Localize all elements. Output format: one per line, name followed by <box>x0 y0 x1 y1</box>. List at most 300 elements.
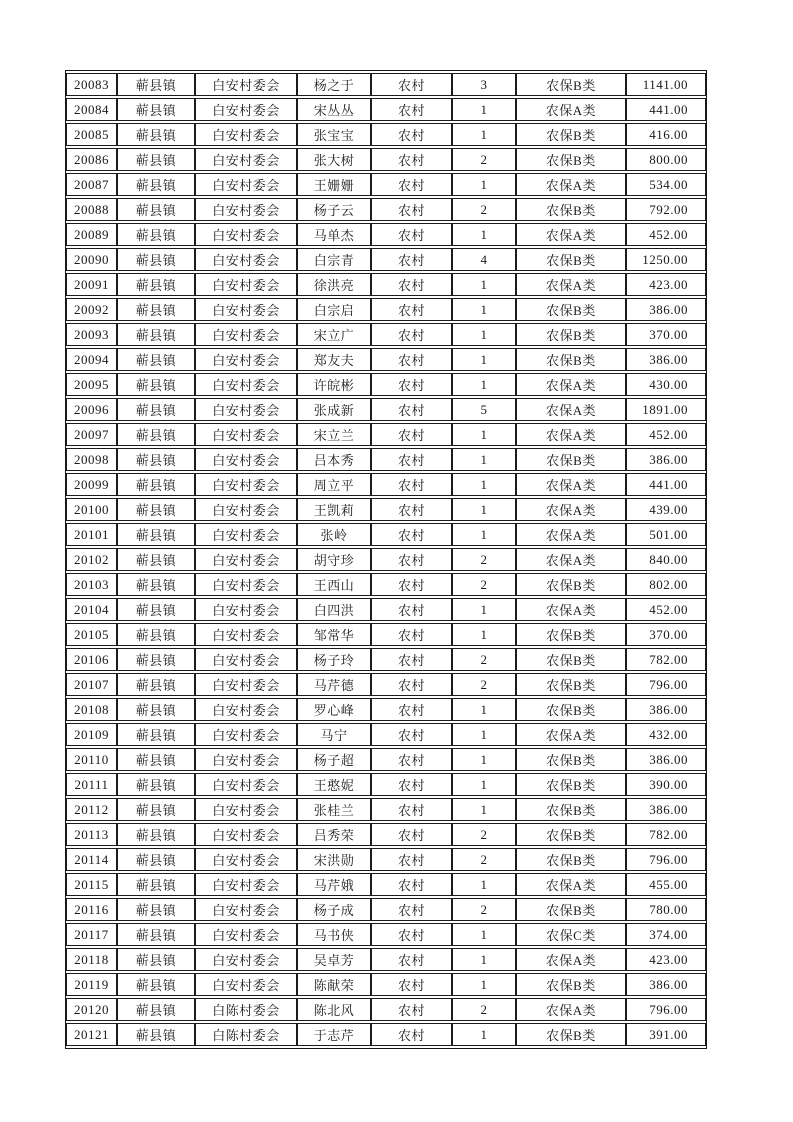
member-count-cell: 1 <box>452 873 516 896</box>
person-name-cell: 宋立兰 <box>297 423 371 446</box>
town-cell: 蕲县镇 <box>117 723 195 746</box>
record-no-cell: 20087 <box>66 173 117 196</box>
table-row <box>66 348 706 371</box>
household-type-cell: 农村 <box>371 573 452 596</box>
village-committee-cell: 白安村委会 <box>195 398 297 421</box>
village-committee-cell: 白安村委会 <box>195 173 297 196</box>
person-name-cell: 王凯莉 <box>297 498 371 521</box>
insurance-category-cell: 农保A类 <box>516 523 626 546</box>
household-type-cell: 农村 <box>371 998 452 1021</box>
town-cell: 蕲县镇 <box>117 448 195 471</box>
insurance-category-cell: 农保A类 <box>516 498 626 521</box>
record-no-cell: 20088 <box>66 198 117 221</box>
village-committee-cell: 白安村委会 <box>195 323 297 346</box>
amount-cell: 1891.00 <box>626 398 706 421</box>
record-no-cell: 20115 <box>66 873 117 896</box>
person-name-cell: 马芹德 <box>297 673 371 696</box>
amount-cell: 796.00 <box>626 673 706 696</box>
person-name-cell: 张大树 <box>297 148 371 171</box>
village-committee-cell: 白安村委会 <box>195 223 297 246</box>
town-cell: 蕲县镇 <box>117 873 195 896</box>
record-no-cell: 20114 <box>66 848 117 871</box>
household-type-cell: 农村 <box>371 173 452 196</box>
record-no-cell: 20084 <box>66 98 117 121</box>
record-no-cell: 20117 <box>66 923 117 946</box>
village-committee-cell: 白安村委会 <box>195 473 297 496</box>
household-type-cell: 农村 <box>371 723 452 746</box>
town-cell: 蕲县镇 <box>117 598 195 621</box>
insurance-category-cell: 农保A类 <box>516 98 626 121</box>
village-committee-cell: 白安村委会 <box>195 98 297 121</box>
village-committee-cell: 白安村委会 <box>195 623 297 646</box>
household-type-cell: 农村 <box>371 548 452 571</box>
table-row <box>66 498 706 521</box>
amount-cell: 386.00 <box>626 448 706 471</box>
village-committee-cell: 白安村委会 <box>195 523 297 546</box>
record-no-cell: 20109 <box>66 723 117 746</box>
insurance-category-cell: 农保B类 <box>516 848 626 871</box>
member-count-cell: 1 <box>452 123 516 146</box>
insurance-category-cell: 农保A类 <box>516 723 626 746</box>
household-type-cell: 农村 <box>371 348 452 371</box>
insurance-category-cell: 农保B类 <box>516 248 626 271</box>
town-cell: 蕲县镇 <box>117 123 195 146</box>
village-committee-cell: 白安村委会 <box>195 573 297 596</box>
amount-cell: 796.00 <box>626 848 706 871</box>
village-committee-cell: 白安村委会 <box>195 848 297 871</box>
record-no-cell: 20104 <box>66 598 117 621</box>
member-count-cell: 1 <box>452 98 516 121</box>
person-name-cell: 郑友夫 <box>297 348 371 371</box>
village-committee-cell: 白安村委会 <box>195 748 297 771</box>
household-type-cell: 农村 <box>371 523 452 546</box>
town-cell: 蕲县镇 <box>117 373 195 396</box>
table-row <box>66 373 706 396</box>
amount-cell: 452.00 <box>626 598 706 621</box>
household-type-cell: 农村 <box>371 298 452 321</box>
amount-cell: 455.00 <box>626 873 706 896</box>
amount-cell: 782.00 <box>626 648 706 671</box>
person-name-cell: 邹常华 <box>297 623 371 646</box>
table-row <box>66 148 706 171</box>
table-row <box>66 473 706 496</box>
amount-cell: 780.00 <box>626 898 706 921</box>
town-cell: 蕲县镇 <box>117 198 195 221</box>
town-cell: 蕲县镇 <box>117 773 195 796</box>
table-row <box>66 423 706 446</box>
table-row <box>66 848 706 871</box>
town-cell: 蕲县镇 <box>117 73 195 96</box>
amount-cell: 452.00 <box>626 423 706 446</box>
insurance-category-cell: 农保C类 <box>516 923 626 946</box>
town-cell: 蕲县镇 <box>117 898 195 921</box>
town-cell: 蕲县镇 <box>117 698 195 721</box>
table-row <box>66 998 706 1021</box>
member-count-cell: 1 <box>452 798 516 821</box>
village-committee-cell: 白陈村委会 <box>195 998 297 1021</box>
amount-cell: 370.00 <box>626 623 706 646</box>
household-type-cell: 农村 <box>371 473 452 496</box>
insurance-category-cell: 农保B类 <box>516 148 626 171</box>
person-name-cell: 白四洪 <box>297 598 371 621</box>
member-count-cell: 1 <box>452 298 516 321</box>
member-count-cell: 1 <box>452 1023 516 1046</box>
household-type-cell: 农村 <box>371 423 452 446</box>
member-count-cell: 1 <box>452 323 516 346</box>
table-row <box>66 73 706 96</box>
village-committee-cell: 白安村委会 <box>195 648 297 671</box>
town-cell: 蕲县镇 <box>117 398 195 421</box>
table-row <box>66 648 706 671</box>
record-no-cell: 20099 <box>66 473 117 496</box>
person-name-cell: 杨之于 <box>297 73 371 96</box>
records-table-body <box>66 73 706 1046</box>
record-no-cell: 20092 <box>66 298 117 321</box>
amount-cell: 386.00 <box>626 298 706 321</box>
member-count-cell: 1 <box>452 698 516 721</box>
table-row <box>66 748 706 771</box>
amount-cell: 386.00 <box>626 973 706 996</box>
record-no-cell: 20108 <box>66 698 117 721</box>
amount-cell: 386.00 <box>626 798 706 821</box>
person-name-cell: 吕秀荣 <box>297 823 371 846</box>
amount-cell: 370.00 <box>626 323 706 346</box>
village-committee-cell: 白安村委会 <box>195 148 297 171</box>
town-cell: 蕲县镇 <box>117 573 195 596</box>
household-type-cell: 农村 <box>371 873 452 896</box>
table-row <box>66 223 706 246</box>
household-type-cell: 农村 <box>371 623 452 646</box>
member-count-cell: 1 <box>452 373 516 396</box>
member-count-cell: 1 <box>452 523 516 546</box>
member-count-cell: 1 <box>452 923 516 946</box>
member-count-cell: 2 <box>452 823 516 846</box>
table-row <box>66 323 706 346</box>
member-count-cell: 1 <box>452 973 516 996</box>
amount-cell: 423.00 <box>626 948 706 971</box>
person-name-cell: 杨子超 <box>297 748 371 771</box>
person-name-cell: 陈北风 <box>297 998 371 1021</box>
town-cell: 蕲县镇 <box>117 798 195 821</box>
town-cell: 蕲县镇 <box>117 648 195 671</box>
member-count-cell: 2 <box>452 998 516 1021</box>
record-no-cell: 20113 <box>66 823 117 846</box>
town-cell: 蕲县镇 <box>117 948 195 971</box>
insurance-category-cell: 农保A类 <box>516 598 626 621</box>
record-no-cell: 20086 <box>66 148 117 171</box>
town-cell: 蕲县镇 <box>117 673 195 696</box>
insurance-category-cell: 农保B类 <box>516 448 626 471</box>
record-no-cell: 20101 <box>66 523 117 546</box>
table-row <box>66 173 706 196</box>
records-table <box>65 70 707 1049</box>
village-committee-cell: 白安村委会 <box>195 948 297 971</box>
village-committee-cell: 白安村委会 <box>195 773 297 796</box>
household-type-cell: 农村 <box>371 823 452 846</box>
table-row <box>66 898 706 921</box>
town-cell: 蕲县镇 <box>117 973 195 996</box>
household-type-cell: 农村 <box>371 223 452 246</box>
table-row <box>66 698 706 721</box>
amount-cell: 800.00 <box>626 148 706 171</box>
record-no-cell: 20102 <box>66 548 117 571</box>
insurance-category-cell: 农保B类 <box>516 648 626 671</box>
record-no-cell: 20118 <box>66 948 117 971</box>
person-name-cell: 周立平 <box>297 473 371 496</box>
village-committee-cell: 白安村委会 <box>195 73 297 96</box>
member-count-cell: 2 <box>452 198 516 221</box>
town-cell: 蕲县镇 <box>117 423 195 446</box>
table-row <box>66 823 706 846</box>
town-cell: 蕲县镇 <box>117 623 195 646</box>
household-type-cell: 农村 <box>371 773 452 796</box>
household-type-cell: 农村 <box>371 948 452 971</box>
village-committee-cell: 白陈村委会 <box>195 1023 297 1046</box>
household-type-cell: 农村 <box>371 648 452 671</box>
person-name-cell: 吕本秀 <box>297 448 371 471</box>
record-no-cell: 20089 <box>66 223 117 246</box>
record-no-cell: 20097 <box>66 423 117 446</box>
person-name-cell: 马芹娥 <box>297 873 371 896</box>
member-count-cell: 3 <box>452 73 516 96</box>
record-no-cell: 20093 <box>66 323 117 346</box>
household-type-cell: 农村 <box>371 273 452 296</box>
amount-cell: 386.00 <box>626 698 706 721</box>
member-count-cell: 4 <box>452 248 516 271</box>
member-count-cell: 2 <box>452 573 516 596</box>
table-row <box>66 773 706 796</box>
insurance-category-cell: 农保B类 <box>516 698 626 721</box>
amount-cell: 374.00 <box>626 923 706 946</box>
household-type-cell: 农村 <box>371 1023 452 1046</box>
insurance-category-cell: 农保A类 <box>516 398 626 421</box>
household-type-cell: 农村 <box>371 198 452 221</box>
member-count-cell: 1 <box>452 173 516 196</box>
village-committee-cell: 白安村委会 <box>195 248 297 271</box>
table-row <box>66 548 706 571</box>
village-committee-cell: 白安村委会 <box>195 973 297 996</box>
insurance-category-cell: 农保B类 <box>516 623 626 646</box>
table-row <box>66 798 706 821</box>
member-count-cell: 2 <box>452 648 516 671</box>
table-row <box>66 723 706 746</box>
member-count-cell: 2 <box>452 848 516 871</box>
record-no-cell: 20100 <box>66 498 117 521</box>
person-name-cell: 宋洪勋 <box>297 848 371 871</box>
household-type-cell: 农村 <box>371 98 452 121</box>
insurance-category-cell: 农保B类 <box>516 298 626 321</box>
record-no-cell: 20116 <box>66 898 117 921</box>
amount-cell: 792.00 <box>626 198 706 221</box>
insurance-category-cell: 农保B类 <box>516 573 626 596</box>
household-type-cell: 农村 <box>371 748 452 771</box>
record-no-cell: 20121 <box>66 1023 117 1046</box>
insurance-category-cell: 农保B类 <box>516 123 626 146</box>
town-cell: 蕲县镇 <box>117 248 195 271</box>
table-row <box>66 98 706 121</box>
member-count-cell: 2 <box>452 898 516 921</box>
town-cell: 蕲县镇 <box>117 823 195 846</box>
person-name-cell: 杨子成 <box>297 898 371 921</box>
insurance-category-cell: 农保B类 <box>516 73 626 96</box>
insurance-category-cell: 农保B类 <box>516 673 626 696</box>
village-committee-cell: 白安村委会 <box>195 448 297 471</box>
member-count-cell: 1 <box>452 948 516 971</box>
household-type-cell: 农村 <box>371 848 452 871</box>
town-cell: 蕲县镇 <box>117 323 195 346</box>
town-cell: 蕲县镇 <box>117 473 195 496</box>
household-type-cell: 农村 <box>371 323 452 346</box>
village-committee-cell: 白安村委会 <box>195 873 297 896</box>
record-no-cell: 20096 <box>66 398 117 421</box>
member-count-cell: 1 <box>452 423 516 446</box>
table-row <box>66 398 706 421</box>
household-type-cell: 农村 <box>371 798 452 821</box>
amount-cell: 423.00 <box>626 273 706 296</box>
table-row <box>66 198 706 221</box>
household-type-cell: 农村 <box>371 73 452 96</box>
village-committee-cell: 白安村委会 <box>195 823 297 846</box>
town-cell: 蕲县镇 <box>117 298 195 321</box>
household-type-cell: 农村 <box>371 923 452 946</box>
member-count-cell: 1 <box>452 723 516 746</box>
town-cell: 蕲县镇 <box>117 748 195 771</box>
table-row <box>66 873 706 896</box>
record-no-cell: 20111 <box>66 773 117 796</box>
table-row <box>66 273 706 296</box>
village-committee-cell: 白安村委会 <box>195 498 297 521</box>
record-no-cell: 20085 <box>66 123 117 146</box>
member-count-cell: 1 <box>452 273 516 296</box>
village-committee-cell: 白安村委会 <box>195 273 297 296</box>
insurance-category-cell: 农保A类 <box>516 873 626 896</box>
person-name-cell: 马宁 <box>297 723 371 746</box>
record-no-cell: 20103 <box>66 573 117 596</box>
village-committee-cell: 白安村委会 <box>195 723 297 746</box>
table-row <box>66 623 706 646</box>
village-committee-cell: 白安村委会 <box>195 548 297 571</box>
village-committee-cell: 白安村委会 <box>195 348 297 371</box>
insurance-category-cell: 农保B类 <box>516 973 626 996</box>
village-committee-cell: 白安村委会 <box>195 423 297 446</box>
member-count-cell: 1 <box>452 773 516 796</box>
insurance-category-cell: 农保A类 <box>516 173 626 196</box>
village-committee-cell: 白安村委会 <box>195 923 297 946</box>
record-no-cell: 20083 <box>66 73 117 96</box>
insurance-category-cell: 农保A类 <box>516 223 626 246</box>
person-name-cell: 杨子玲 <box>297 648 371 671</box>
household-type-cell: 农村 <box>371 898 452 921</box>
town-cell: 蕲县镇 <box>117 498 195 521</box>
person-name-cell: 陈献荣 <box>297 973 371 996</box>
insurance-category-cell: 农保A类 <box>516 998 626 1021</box>
village-committee-cell: 白安村委会 <box>195 198 297 221</box>
insurance-category-cell: 农保B类 <box>516 798 626 821</box>
record-no-cell: 20098 <box>66 448 117 471</box>
person-name-cell: 宋立广 <box>297 323 371 346</box>
person-name-cell: 宋丛丛 <box>297 98 371 121</box>
town-cell: 蕲县镇 <box>117 223 195 246</box>
amount-cell: 386.00 <box>626 348 706 371</box>
record-no-cell: 20110 <box>66 748 117 771</box>
member-count-cell: 2 <box>452 548 516 571</box>
household-type-cell: 农村 <box>371 398 452 421</box>
person-name-cell: 马书侠 <box>297 923 371 946</box>
town-cell: 蕲县镇 <box>117 548 195 571</box>
household-type-cell: 农村 <box>371 673 452 696</box>
town-cell: 蕲县镇 <box>117 273 195 296</box>
person-name-cell: 白宗启 <box>297 298 371 321</box>
amount-cell: 439.00 <box>626 498 706 521</box>
insurance-category-cell: 农保B类 <box>516 898 626 921</box>
amount-cell: 534.00 <box>626 173 706 196</box>
amount-cell: 390.00 <box>626 773 706 796</box>
record-no-cell: 20119 <box>66 973 117 996</box>
member-count-cell: 1 <box>452 348 516 371</box>
household-type-cell: 农村 <box>371 373 452 396</box>
person-name-cell: 徐洪亮 <box>297 273 371 296</box>
record-no-cell: 20090 <box>66 248 117 271</box>
record-no-cell: 20106 <box>66 648 117 671</box>
village-committee-cell: 白安村委会 <box>195 673 297 696</box>
insurance-category-cell: 农保A类 <box>516 473 626 496</box>
insurance-category-cell: 农保A类 <box>516 423 626 446</box>
table-row <box>66 298 706 321</box>
village-committee-cell: 白安村委会 <box>195 698 297 721</box>
table-row <box>66 673 706 696</box>
insurance-category-cell: 农保B类 <box>516 198 626 221</box>
town-cell: 蕲县镇 <box>117 998 195 1021</box>
household-type-cell: 农村 <box>371 498 452 521</box>
village-committee-cell: 白安村委会 <box>195 373 297 396</box>
household-type-cell: 农村 <box>371 148 452 171</box>
town-cell: 蕲县镇 <box>117 348 195 371</box>
person-name-cell: 杨子云 <box>297 198 371 221</box>
household-type-cell: 农村 <box>371 598 452 621</box>
town-cell: 蕲县镇 <box>117 98 195 121</box>
table-row <box>66 448 706 471</box>
household-type-cell: 农村 <box>371 698 452 721</box>
person-name-cell: 胡守珍 <box>297 548 371 571</box>
table-row <box>66 923 706 946</box>
member-count-cell: 1 <box>452 473 516 496</box>
insurance-category-cell: 农保B类 <box>516 748 626 771</box>
household-type-cell: 农村 <box>371 973 452 996</box>
table-row <box>66 598 706 621</box>
record-no-cell: 20094 <box>66 348 117 371</box>
amount-cell: 430.00 <box>626 373 706 396</box>
village-committee-cell: 白安村委会 <box>195 898 297 921</box>
town-cell: 蕲县镇 <box>117 1023 195 1046</box>
member-count-cell: 2 <box>452 148 516 171</box>
member-count-cell: 1 <box>452 748 516 771</box>
village-committee-cell: 白安村委会 <box>195 598 297 621</box>
insurance-category-cell: 农保B类 <box>516 348 626 371</box>
village-committee-cell: 白安村委会 <box>195 123 297 146</box>
amount-cell: 802.00 <box>626 573 706 596</box>
insurance-category-cell: 农保A类 <box>516 273 626 296</box>
amount-cell: 452.00 <box>626 223 706 246</box>
table-row <box>66 948 706 971</box>
person-name-cell: 张宝宝 <box>297 123 371 146</box>
household-type-cell: 农村 <box>371 248 452 271</box>
insurance-category-cell: 农保B类 <box>516 323 626 346</box>
insurance-category-cell: 农保B类 <box>516 823 626 846</box>
town-cell: 蕲县镇 <box>117 523 195 546</box>
town-cell: 蕲县镇 <box>117 848 195 871</box>
member-count-cell: 1 <box>452 223 516 246</box>
table-row <box>66 973 706 996</box>
